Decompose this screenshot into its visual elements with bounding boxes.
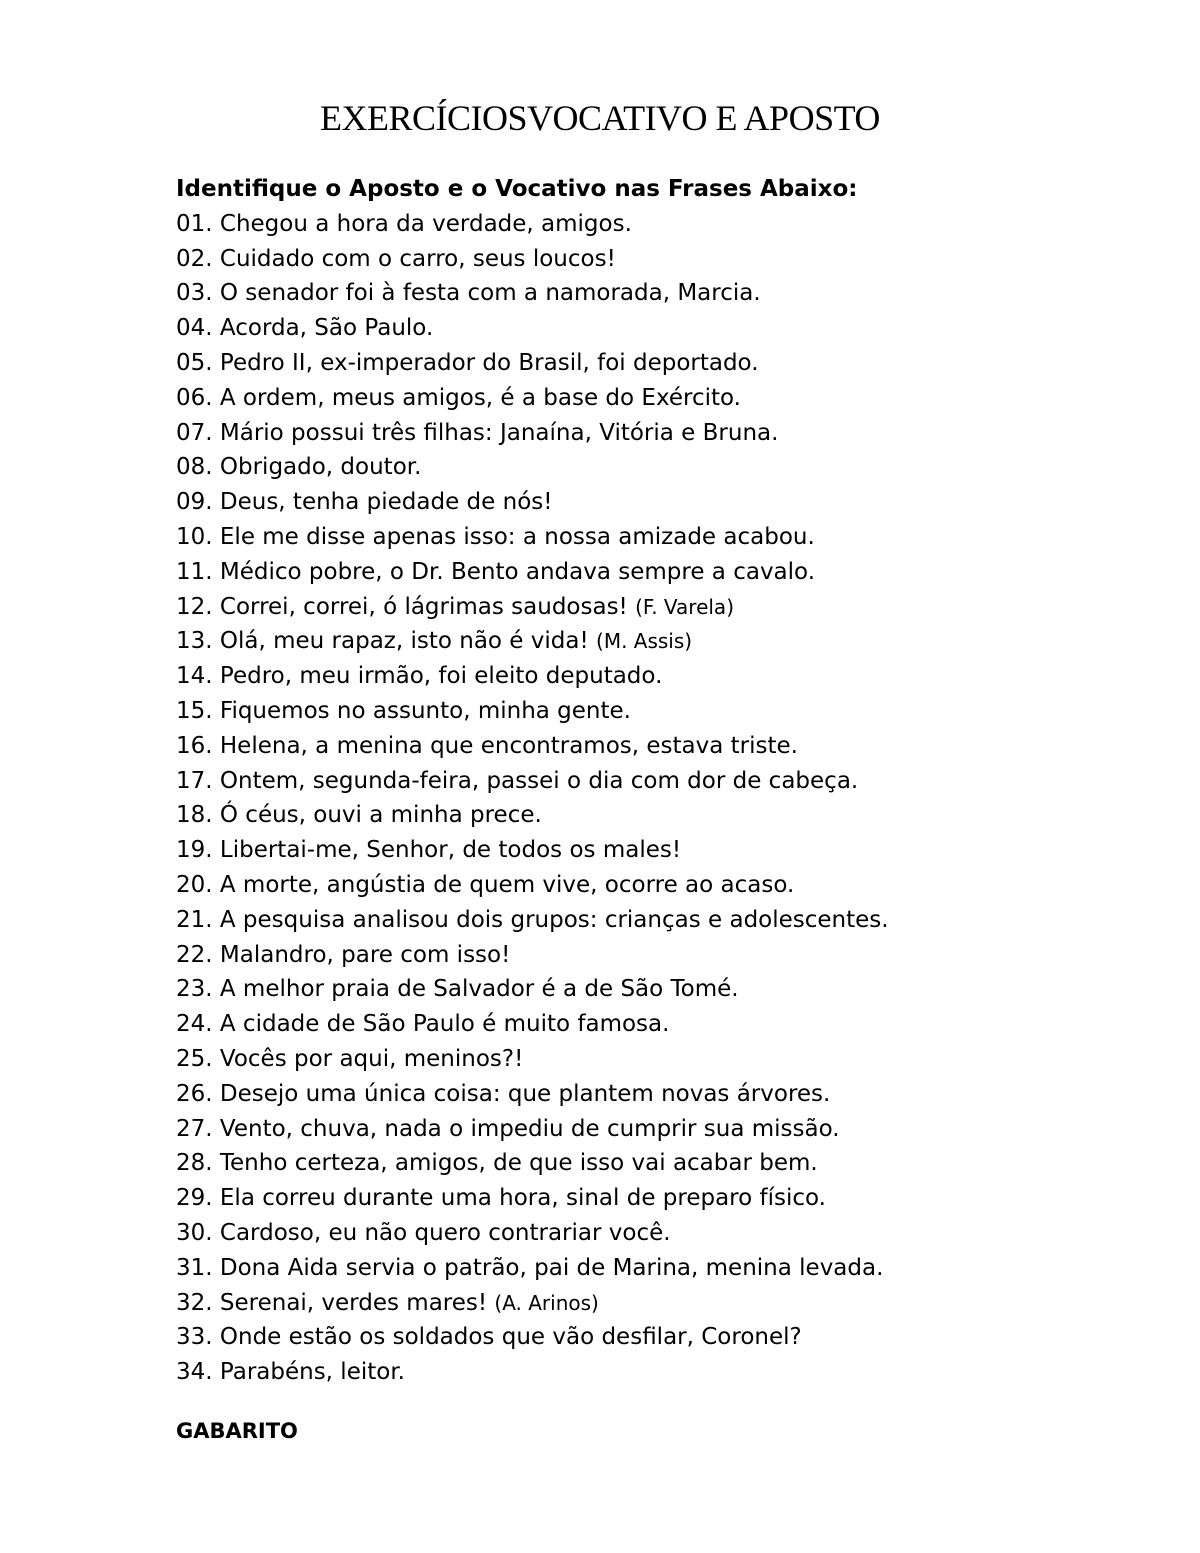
exercise-number: 25. xyxy=(176,1045,213,1072)
exercise-item xyxy=(176,311,1136,346)
exercise-number: 04. xyxy=(176,315,213,342)
exercise-number: 28. xyxy=(176,1150,213,1177)
exercise-number: 03. xyxy=(176,280,213,307)
exercise-sentence: Correi, correi, ó lágrimas saudosas! xyxy=(219,593,628,620)
exercise-number: 11. xyxy=(176,558,213,585)
exercise-number: 32. xyxy=(176,1289,213,1316)
exercise-item xyxy=(176,1320,1136,1355)
exercise-sentence: Pedro II, ex-imperador do Brasil, foi deportado. xyxy=(219,349,759,376)
exercise-sentence: Olá, meu rapaz, isto não é vida! xyxy=(219,628,589,655)
exercise-item xyxy=(176,346,1136,381)
exercise-sentence: Desejo uma única coisa: que plantem novas árvores. xyxy=(219,1080,831,1107)
exercise-sentence: Dona Aida servia o patrão, pai de Marina, menina levada. xyxy=(219,1254,884,1281)
document-title: EXERCÍCIOSVOCATIVO E APOSTO xyxy=(320,98,880,138)
exercise-sentence: Pedro, meu irmão, foi eleito deputado. xyxy=(219,663,663,690)
exercise-sentence: Parabéns, leitor. xyxy=(219,1359,405,1386)
exercise-number: 31. xyxy=(176,1254,213,1281)
document-body xyxy=(176,172,1136,1449)
exercise-number: 34. xyxy=(176,1359,213,1386)
exercise-sentence: Fiquemos no assunto, minha gente. xyxy=(219,697,631,724)
exercise-item xyxy=(176,1146,1136,1181)
exercise-item xyxy=(176,1112,1136,1147)
exercise-number: 19. xyxy=(176,837,213,864)
exercise-number: 13. xyxy=(176,628,213,655)
exercise-number: 23. xyxy=(176,976,213,1003)
exercise-item xyxy=(176,450,1136,485)
exercise-source: (M. Assis) xyxy=(596,629,693,654)
exercise-item xyxy=(176,938,1136,973)
answer-key-heading: GABARITO xyxy=(176,1418,298,1443)
exercise-number: 07. xyxy=(176,419,213,446)
exercise-source: (F. Varela) xyxy=(635,594,734,619)
exercise-item xyxy=(176,520,1136,555)
exercise-item xyxy=(176,1286,1136,1321)
exercise-number: 24. xyxy=(176,1011,213,1038)
exercise-item xyxy=(176,798,1136,833)
exercise-number: 09. xyxy=(176,489,213,516)
exercise-item xyxy=(176,1042,1136,1077)
exercise-sentence: A morte, angústia de quem vive, ocorre ao acaso. xyxy=(219,871,795,898)
exercise-number: 33. xyxy=(176,1324,213,1351)
exercise-number: 30. xyxy=(176,1219,213,1246)
exercise-item xyxy=(176,1355,1136,1390)
exercise-number: 27. xyxy=(176,1115,213,1142)
exercise-item xyxy=(176,972,1136,1007)
exercise-number: 14. xyxy=(176,663,213,690)
exercise-number: 15. xyxy=(176,697,213,724)
exercise-item xyxy=(176,1181,1136,1216)
exercise-item xyxy=(176,1007,1136,1042)
exercise-sentence: Onde estão os soldados que vão desfilar, Coronel? xyxy=(219,1324,802,1351)
exercise-item xyxy=(176,207,1136,242)
exercise-item xyxy=(176,694,1136,729)
exercise-number: 12. xyxy=(176,593,213,620)
exercise-sentence: Ontem, segunda-feira, passei o dia com dor de cabeça. xyxy=(219,767,859,794)
exercise-item xyxy=(176,416,1136,451)
exercise-number: 06. xyxy=(176,384,213,411)
exercise-item xyxy=(176,590,1136,625)
exercise-item xyxy=(176,729,1136,764)
exercise-item xyxy=(176,1251,1136,1286)
exercise-sentence: A cidade de São Paulo é muito famosa. xyxy=(219,1011,670,1038)
exercise-sentence: Ó céus, ouvi a minha prece. xyxy=(219,802,542,829)
exercise-sentence: Malandro, pare com isso! xyxy=(219,941,511,968)
exercise-sentence: Deus, tenha piedade de nós! xyxy=(219,489,553,516)
exercise-item xyxy=(176,381,1136,416)
exercise-sentence: O senador foi à festa com a namorada, Marcia. xyxy=(219,280,761,307)
exercise-number: 16. xyxy=(176,732,213,759)
exercise-item xyxy=(176,903,1136,938)
exercise-item xyxy=(176,1077,1136,1112)
exercise-sentence: Libertai-me, Senhor, de todos os males! xyxy=(219,837,682,864)
exercise-sentence: Serenai, verdes mares! xyxy=(219,1289,488,1316)
exercise-item xyxy=(176,1216,1136,1251)
exercise-number: 20. xyxy=(176,871,213,898)
exercise-item xyxy=(176,833,1136,868)
exercise-number: 05. xyxy=(176,349,213,376)
exercise-sentence: Vento, chuva, nada o impediu de cumprir sua missão. xyxy=(219,1115,840,1142)
exercise-item xyxy=(176,659,1136,694)
exercise-instruction: Identifique o Aposto e o Vocativo nas Frases Abaixo: xyxy=(176,176,858,202)
exercise-sentence: Helena, a menina que encontramos, estava triste. xyxy=(219,732,798,759)
exercise-sentence: Obrigado, doutor. xyxy=(219,454,422,481)
exercise-sentence: Médico pobre, o Dr. Bento andava sempre a cavalo. xyxy=(219,558,816,585)
exercise-number: 17. xyxy=(176,767,213,794)
exercise-number: 26. xyxy=(176,1080,213,1107)
exercise-item xyxy=(176,276,1136,311)
exercise-number: 29. xyxy=(176,1185,213,1212)
exercise-number: 22. xyxy=(176,941,213,968)
exercise-number: 10. xyxy=(176,523,213,550)
exercise-sentence: A pesquisa analisou dois grupos: crianças e adolescentes. xyxy=(219,906,889,933)
exercise-sentence: A melhor praia de Salvador é a de São Tomé. xyxy=(219,976,739,1003)
exercise-sentence: Ela correu durante uma hora, sinal de preparo físico. xyxy=(219,1185,826,1212)
exercise-sentence: Cardoso, eu não quero contrariar você. xyxy=(219,1219,671,1246)
exercise-sentence: Acorda, São Paulo. xyxy=(219,315,434,342)
exercise-item xyxy=(176,764,1136,799)
exercise-sentence: A ordem, meus amigos, é a base do Exército. xyxy=(219,384,741,411)
exercise-number: 01. xyxy=(176,210,213,237)
exercise-item xyxy=(176,555,1136,590)
exercise-sentence: Ele me disse apenas isso: a nossa amizade acabou. xyxy=(219,523,815,550)
exercise-sentence: Chegou a hora da verdade, amigos. xyxy=(219,210,632,237)
exercise-item xyxy=(176,624,1136,659)
exercise-source: (A. Arinos) xyxy=(494,1290,599,1315)
exercise-item xyxy=(176,485,1136,520)
exercise-number: 02. xyxy=(176,245,213,272)
exercise-number: 08. xyxy=(176,454,213,481)
exercise-sentence: Cuidado com o carro, seus loucos! xyxy=(219,245,616,272)
exercise-number: 21. xyxy=(176,906,213,933)
exercise-list xyxy=(176,207,1136,1390)
exercise-sentence: Mário possui três filhas: Janaína, Vitória e Bruna. xyxy=(219,419,779,446)
exercise-item xyxy=(176,868,1136,903)
exercise-number: 18. xyxy=(176,802,213,829)
exercise-sentence: Tenho certeza, amigos, de que isso vai acabar bem. xyxy=(219,1150,818,1177)
exercise-sentence: Vocês por aqui, meninos?! xyxy=(219,1045,524,1072)
exercise-item xyxy=(176,242,1136,277)
